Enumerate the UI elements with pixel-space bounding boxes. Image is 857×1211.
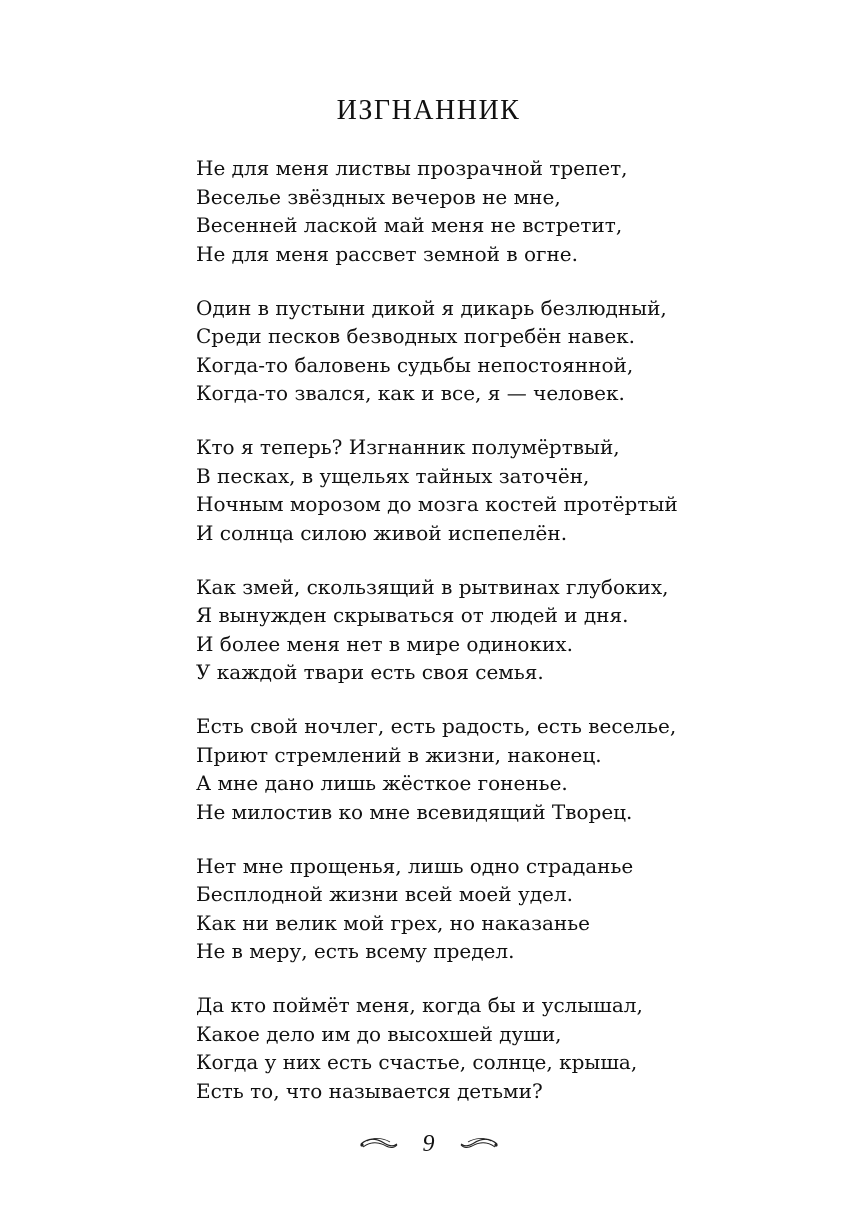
poem-line: Среди песков безводных погребён навек. bbox=[196, 324, 636, 348]
page-footer bbox=[0, 1124, 857, 1164]
poem-line: И более меня нет в мире одиноких. bbox=[196, 631, 573, 656]
stanza bbox=[196, 991, 756, 1105]
stanza bbox=[196, 852, 756, 966]
poem-line: Есть то, что называется детьми? bbox=[196, 1078, 543, 1103]
poem-line: Какое дело им до высохшей души, bbox=[196, 1021, 562, 1046]
poem-line: Есть свой ночлег, есть радость, есть веселье, bbox=[196, 714, 677, 738]
flourish-left-icon bbox=[359, 1136, 399, 1152]
stanza bbox=[196, 573, 756, 687]
stanza bbox=[196, 433, 756, 547]
stanza bbox=[196, 294, 756, 408]
poem-line: Как ни велик мой грех, но наказанье bbox=[196, 910, 590, 935]
poem-line: Весенней лаской май меня не встретит, bbox=[196, 213, 623, 237]
poem-line: Ночным морозом до мозга костей протёртый bbox=[196, 492, 678, 516]
page-number: 9 bbox=[422, 1131, 435, 1157]
poem-line: Не милостив ко мне всевидящий Творец. bbox=[196, 799, 633, 824]
stanza bbox=[196, 712, 756, 826]
poem-line: Бесплодной жизни всей моей удел. bbox=[196, 882, 573, 906]
poem-line: Один в пустыни дикой я дикарь безлюдный, bbox=[196, 295, 667, 320]
poem-line: Нет мне прощенья, лишь одно страданье bbox=[196, 853, 634, 878]
poem-line: И солнца силою живой испепелён. bbox=[196, 520, 568, 545]
poem-body bbox=[196, 154, 756, 1131]
poem-line: Когда-то баловень судьбы непостоянной, bbox=[196, 352, 634, 377]
poem-line: Кто я теперь? Изгнанник полумёртвый, bbox=[196, 435, 620, 459]
flourish-right-icon bbox=[459, 1136, 499, 1152]
poem-line: Веселье звёздных вечеров не мне, bbox=[196, 184, 561, 209]
poem-title: ИЗГНАННИК bbox=[336, 95, 521, 126]
poem-line: Не для меня листвы прозрачной трепет, bbox=[196, 156, 628, 180]
poem-line: А мне дано лишь жёсткое гоненье. bbox=[196, 771, 568, 795]
poem-line: Когда-то звался, как и все, я — человек. bbox=[196, 381, 625, 405]
poem-line: Не в меру, есть всему предел. bbox=[196, 939, 515, 963]
poem-line: Я вынужден скрываться от людей и дня. bbox=[196, 603, 629, 627]
poem-line: Когда у них есть счастье, солнце, крыша, bbox=[196, 1050, 638, 1074]
poem-line: Да кто поймёт меня, когда бы и услышал, bbox=[196, 993, 643, 1017]
poem-line: У каждой твари есть своя семья. bbox=[196, 660, 544, 684]
poem-line: Как змей, скользящий в рытвинах глубоких, bbox=[196, 574, 669, 599]
poem-line: В песках, в ущельях тайных заточён, bbox=[196, 463, 590, 488]
poem-line: Не для меня рассвет земной в огне. bbox=[196, 241, 578, 266]
stanza bbox=[196, 154, 756, 268]
poem-line: Приют стремлений в жизни, наконец. bbox=[196, 742, 602, 767]
